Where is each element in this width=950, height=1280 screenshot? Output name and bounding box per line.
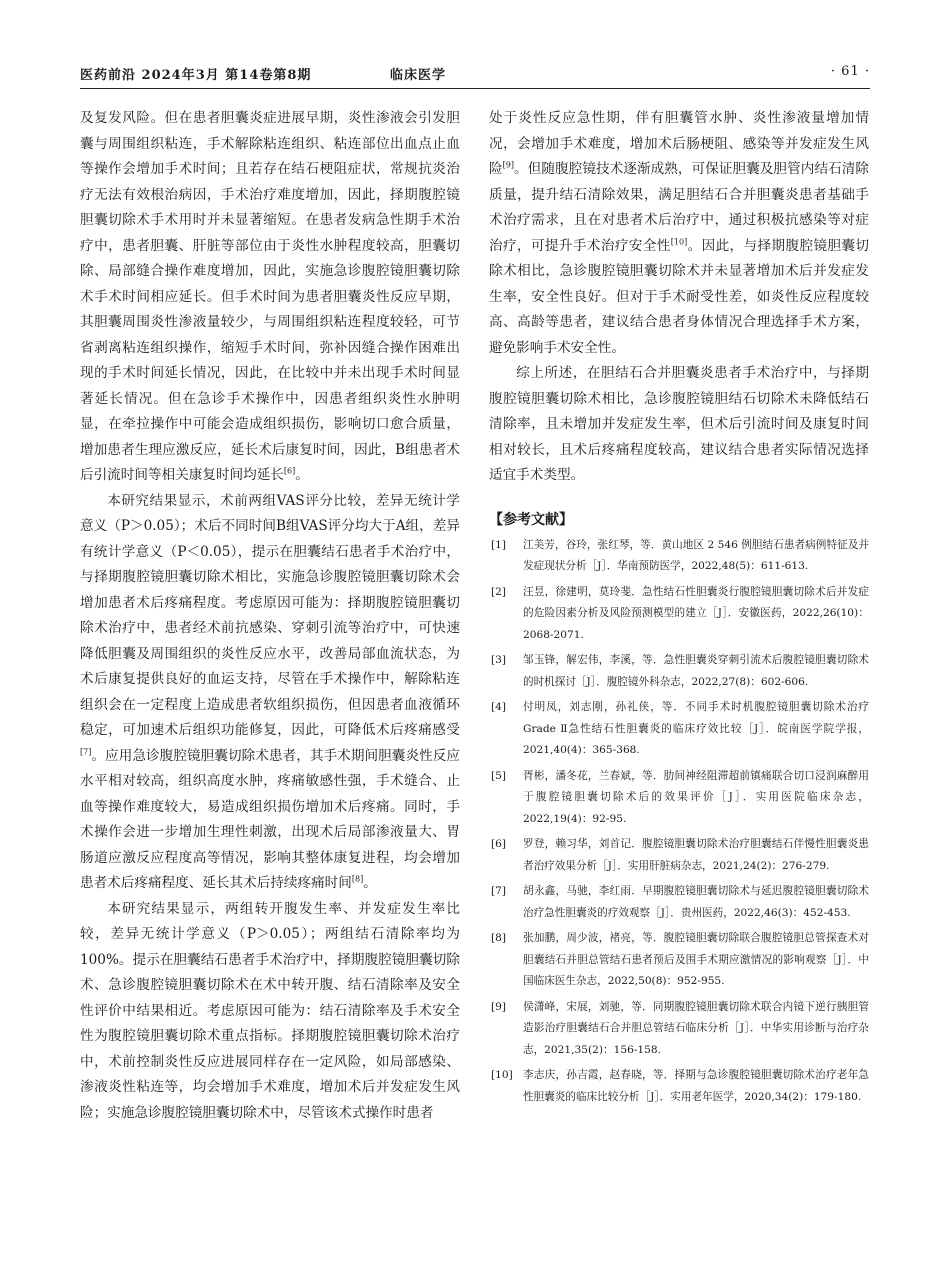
running-header: [80, 60, 870, 86]
reference-text: 李志庆，孙吉霞，赵春晓，等．择期与急诊腹腔镜胆囊切除术治疗老年急性胆囊炎的临床比较分析［J］．实用老年医学，2020,34(2)：179-180.: [523, 1069, 869, 1103]
reference-item: [489, 697, 869, 762]
section-name: 临床医学: [390, 68, 447, 83]
citation: [9]: [502, 160, 514, 170]
reference-item: [489, 997, 869, 1062]
reference-text: 邹玉锋，解宏伟，李溪，等．急性胆囊炎穿刺引流术后腹腔镜胆囊切除术的时机探讨［J］．腹腔镜外科杂志，2022,27(8)：602-606.: [523, 654, 869, 688]
citation: [8]: [351, 874, 364, 884]
reference-text: 江美芳，谷玲，张红琴，等．黄山地区 2 546 例胆结石患者病例特征及并发症现状分析［J］．华南预防医学，2022,48(5)：611-613.: [523, 538, 869, 572]
text: 。但随腹腔镜技术逐渐成熟，可保证胆囊及胆管内结石清除质量，提升结石清除效果，满足胆结石合并胆囊炎患者基础手术治疗需求，且在对患者术后治疗中，通过积极抗感染等对症治疗，可提升手术治疗安全性: [489, 161, 870, 254]
reference-item: [489, 928, 869, 993]
paragraph: [489, 106, 869, 361]
reference-item: [489, 535, 869, 578]
header-divider: [80, 88, 870, 89]
reference-text: 侯潇峰，宋展，刘驰，等．同期腹腔镜胆囊切除术联合内镜下逆行胰胆管造影治疗胆囊结石合并胆总管结石临床分析［J］．中华实用诊断与治疗杂志，2021,35(2)：156-158.: [523, 1000, 869, 1056]
reference-item: [489, 834, 869, 877]
references-heading: 【参考文献】: [489, 511, 573, 528]
reference-number: [6]: [491, 838, 507, 850]
text: 。应用急诊腹腔镜胆囊切除术患者，其手术期间胆囊炎性反应水平相对较高，组织高度水肿，疼痛敏感性强，手术缝合、止血等操作难度较大，易造成组织损伤增加术后疼痛。同时，手术操作会进一步增加生理性刺激，出现术后局部渗液量大、胃肠道应激反应程度高等情况，影响其整体康复进程，均会增加患者术后疼痛程度、延长其术后持续疼痛时间: [80, 747, 460, 891]
text: 综上所述，在胆结石合并胆囊炎患者手术治疗中，与择期腹腔镜胆囊切除术相比，急诊腹腔镜胆结石切除术未降低结石清除率，且未增加并发症发生率，但术后引流时间及康复时间相对较长，且术后疼痛程度较高，建议结合患者实际情况选择适宜手术类型。: [489, 365, 869, 483]
journal-info: 医药前沿 2024年3月 第14卷第8期: [80, 68, 312, 83]
reference-text: 张加鹏，周少波，褚亮，等．腹腔镜胆囊切除联合腹腔镜胆总管探查术对胆囊结石并胆总管结石患者预后及围手术期应激情况的影响观察［J］．中国临床医生杂志，2022,50(8)：952-955.: [523, 932, 869, 987]
reference-number: [4]: [491, 701, 507, 713]
text: 本研究结果显示，术前两组VAS评分比较，差异无统计学意义（P＞0.05）；术后不同时间B组VAS评分均大于A组，差异有统计学意义（P＜0.05），提示在胆囊结石患者手术治疗中，与择期腹腔镜胆囊切除术相比，实施急诊腹腔镜胆囊切除术会增加患者术后疼痛程度。考虑原因可能为：择期腹腔镜胆囊切除术治疗中，患者经术前抗感染、穿刺引流等治疗中，可快速降低胆囊及周围组织的炎性反应水平，改善局部血流状态，为术后康复提供良好的血运支持，尽管在手术操作中，解除粘连组织会在一定程度上造成患者软组织损伤，但因患者血液循环稳定，可加速术后组织功能修复，因此，可降低术后疼痛感受: [80, 492, 460, 738]
reference-item: [489, 650, 869, 693]
reference-number: [9]: [491, 1000, 507, 1013]
left-column: [80, 106, 460, 1126]
paragraph: [80, 106, 460, 489]
reference-item: [489, 766, 869, 831]
page-number: · 61 ·: [830, 64, 870, 79]
citation: [6]: [283, 466, 296, 476]
paragraph: [489, 361, 869, 489]
reference-text: 胡永鑫，马驰，李红雨．早期腹腔镜胆囊切除术与延迟腹腔镜胆囊切除术治疗急性胆囊炎的疗效观察［J］．贵州医药，2022,46(3)：452-453.: [523, 885, 869, 919]
paragraph: [80, 897, 460, 1127]
text: 。: [295, 467, 309, 483]
reference-item: [489, 1065, 869, 1108]
reference-text: 汪昱，徐建明，莫玲斐．急性结石性胆囊炎行腹腔镜胆囊切除术后并发症的危险因素分析及风险预测模型的建立［J］．安徽医药，2022,26(10)：2068-2071.: [523, 585, 869, 641]
reference-number: [8]: [491, 932, 507, 944]
reference-item: [489, 582, 869, 647]
reference-number: [7]: [491, 885, 507, 897]
text: 及复发风险。但在患者胆囊炎症进展早期，炎性渗液会引发胆囊与周围组织粘连，手术解除粘连组织、粘连部位出血点止血等操作会增加手术时间；且若存在结石梗阻症状，常规抗炎治疗无法有效根治病因，手术治疗难度增加，因此，择期腹腔镜胆囊切除术手术用时并未显著缩短。在患者发病急性期手术治疗中，患者胆囊、肝脏等部位由于炎性水肿程度较高，胆囊切除、局部缝合操作难度增加，因此，实施急诊腹腔镜胆囊切除术手术时间相应延长。但手术时间为患者胆囊炎性反应早期，其胆囊周围炎性渗液量较少，与周围组织粘连程度较轻，可节省剥离粘连组织操作，缩短手术时间，弥补因缝合操作困难出现的手术时间延长情况，因此，在比较中并未出现手术时间显著延长情况。但在急诊手术操作中，因患者组织炎性水肿明显，在牵拉操作中可能会造成组织损伤，影响切口愈合质量，增加患者生理应激反应，延长术后康复时间，因此，B组患者术后引流时间等相关康复时间均延长: [80, 110, 460, 483]
right-column: [489, 106, 869, 1112]
reference-item: [489, 881, 869, 924]
reference-number: [1]: [491, 538, 507, 551]
reference-number: [2]: [491, 585, 507, 598]
text: 。: [363, 875, 377, 891]
text: 。因此，与择期腹腔镜胆囊切除术相比，急诊腹腔镜胆囊切除术并未显著增加术后并发症发生率，安全性良好。但对于手术耐受性差，如炎性反应程度较高、高龄等患者，建议结合患者身体情况合理选择手术方案，避免影响手术安全性。: [489, 237, 870, 356]
text: 本研究结果显示，两组转开腹发生率、并发症发生率比较，差异无统计学意义（P＞0.05）；两组结石清除率均为100%。提示在胆囊结石患者手术治疗中，择期腹腔镜胆囊切除术、急诊腹腔镜胆囊切除术在术中转开腹、结石清除率及安全性评价中结果相近。考虑原因可能为：结石清除率及手术安全性为腹腔镜胆囊切除术重点指标。择期腹腔镜胆囊切除术治疗中，术前控制炎性反应进展同样存在一定风险，如局部感染、渗液炎性粘连等，均会增加手术难度，增加术后并发症发生风险；实施急诊腹腔镜胆囊切除术中，尽管该术式操作时患者: [80, 900, 460, 1121]
reference-text: 胥彬，潘冬花，兰春斌，等．肋间神经阻滞超前镇痛联合切口浸润麻醉用于腹腔镜胆囊切除术后的效果评价［J］．实用医院临床杂志，2022,19(4)：92-95.: [523, 769, 869, 825]
reference-text: 罗登，赖习华，刘首记．腹腔镜胆囊切除术治疗胆囊结石伴慢性胆囊炎患者治疗效果分析［J］．实用肝脏病杂志，2021,24(2)：276-279.: [523, 838, 869, 872]
citation: [10]: [670, 236, 688, 246]
reference-number: [3]: [491, 654, 507, 666]
reference-number: [5]: [491, 769, 507, 782]
reference-list: [489, 535, 869, 1109]
reference-text: 付明凤，刘志刚，孙礼侠，等．不同手术时机腹腔镜胆囊切除术治疗 Grade Ⅱ急性结石性胆囊炎的临床疗效比较［J］．皖南医学院学报，2021,40(4)：365-368.: [523, 701, 869, 756]
text: 处于炎性反应急性期，伴有胆囊管水肿、炎性渗液量增加情况，会增加手术难度，增加术后肠梗阻、感染等并发症发生风险: [489, 110, 869, 177]
paragraph: [80, 489, 460, 897]
citation: [7]: [80, 746, 92, 756]
reference-number: [10]: [491, 1069, 513, 1081]
